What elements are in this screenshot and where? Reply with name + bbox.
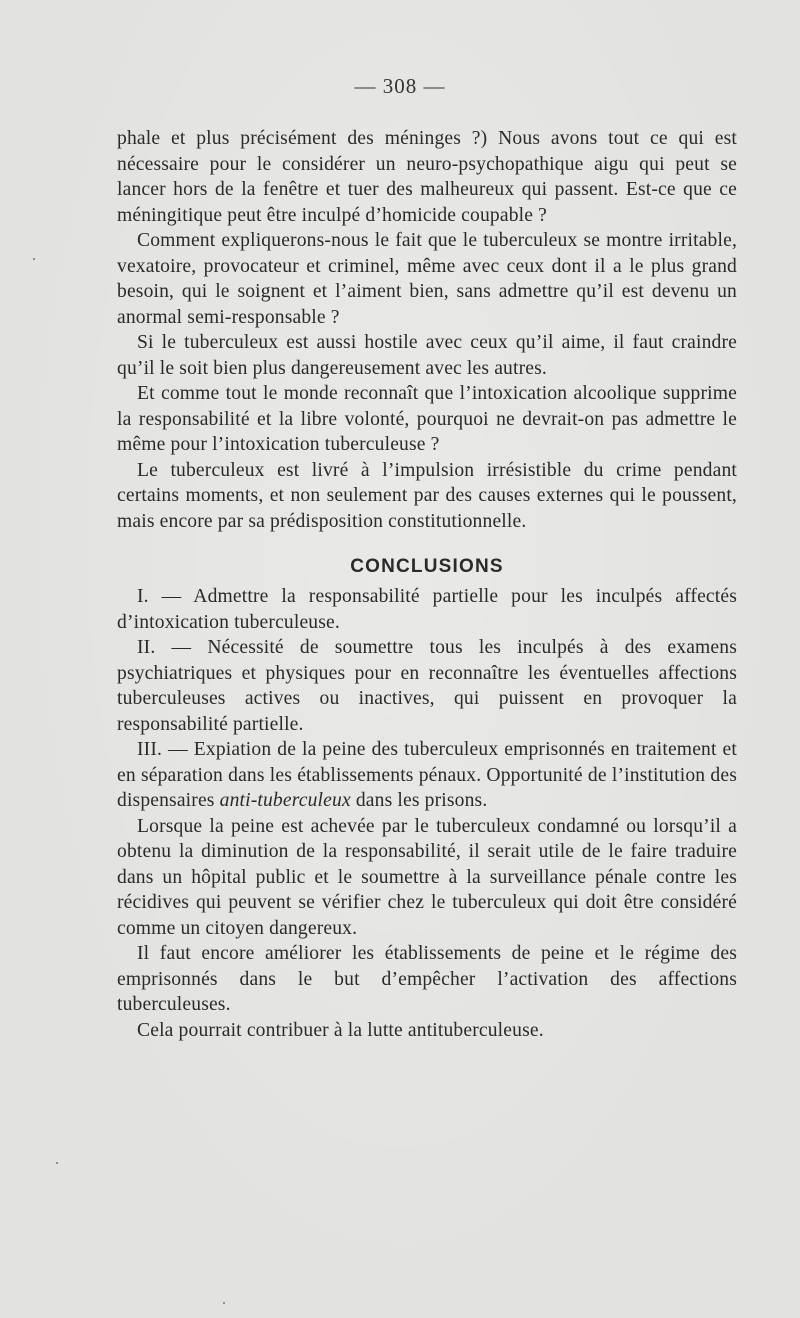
conclusion-item-3 [117, 737, 737, 814]
main-text [117, 126, 737, 1043]
conclusion-item-2: II. — Nécessité de soumettre tous les inculpés à des examens psychiatriques et physiques pour en reconnaître les éventuelles affections tuberculeuses actives ou inactives, qui puissent en provoquer la responsabilité partielle. [117, 637, 737, 735]
paragraph: Si le tuberculeux est aussi hostile avec ceux qu’il aime, il faut craindre qu’il le soit bien plus dangereusement avec les autres. [117, 332, 737, 379]
paper-speck [223, 1302, 225, 1304]
page-number: — 308 — [354, 74, 446, 98]
paragraph: Et comme tout le monde reconnaît que l’intoxication alcoolique supprime la responsabilité et la libre volonté, pourquoi ne devrait-on pas admettre le même pour l’intoxication tuberculeuse ? [117, 383, 737, 455]
conclusions-heading: CONCLUSIONS [350, 556, 504, 577]
conclusion-text: dans les prisons. [350, 790, 488, 811]
paragraph: Le tuberculeux est livré à l’impulsion irrésistible du crime pendant certains moments, et non seulement par des causes externes qui le poussent, mais encore par sa prédisposition constitutionnelle. [117, 459, 737, 532]
paragraph: Cela pourrait contribuer à la lutte antituberculeuse. [137, 1019, 544, 1041]
conclusion-item-1: I. — Admettre la responsabilité partielle pour les inculpés affectés d’intoxication tuberculeuse. [117, 586, 737, 633]
paper-speck [33, 258, 35, 260]
paper-speck [56, 1162, 58, 1164]
paragraph: Lorsque la peine est achevée par le tuberculeux condamné ou lorsqu’il a obtenu la diminution de la responsabilité, il serait utile de le faire traduire dans un hôpital public et le soumettre à la surveillance pénale contre les récidives qui peuvent se vérifier chez le tuberculeux qui doit être considéré comme un citoyen dangereux. [117, 815, 737, 939]
paragraph-continuation: phale et plus précisément des méninges ?) Nous avons tout ce qui est nécessaire pour le considérer un neuro-psychopathique aigu qui peut se lancer hors de la fenêtre et tuer des malheureux qui passent. Est-ce que ce méningitique peut être inculpé d’homicide coupable ? [117, 128, 737, 226]
paragraph: Il faut encore améliorer les établissements de peine et le régime des emprisonnés dans le but d’empêcher l’activation des affections tuberculeuses. [117, 943, 737, 1015]
paragraph: Comment expliquerons-nous le fait que le tuberculeux se montre irritable, vexatoire, provocateur et criminel, même avec ceux dont il a le plus grand besoin, qui le soignent et l’aiment bien, sans admettre qu’il est devenu un anormal semi-responsable ? [117, 230, 737, 328]
conclusion-text: III. — Expiation de la peine des tuberculeux emprisonnés en traitement et en séparation dans les établissements pénaux. Opportunité de l’institution des dispensaires [117, 739, 737, 811]
italic-term: anti-tuberculeux [219, 790, 351, 811]
